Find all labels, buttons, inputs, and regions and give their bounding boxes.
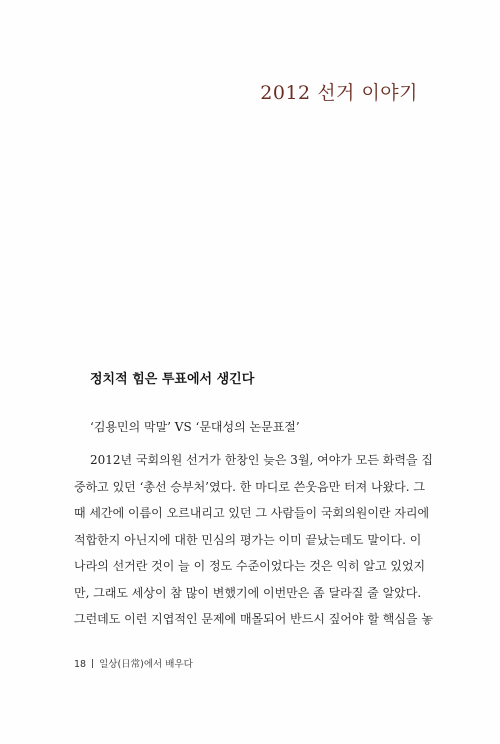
footer-separator <box>92 659 93 668</box>
body-line: 2012년 국회의원 선거가 한창인 늦은 3월, 여야가 모든 화력을 집 <box>90 453 433 467</box>
body-line: 만, 그래도 세상이 참 많이 변했기에 이번만은 좀 달라질 줄 알았다. <box>74 585 422 600</box>
body-line: 때 세간에 이름이 오르내리고 있던 그 사람들이 국회의원이란 자리에 <box>74 506 430 520</box>
section-heading: 정치적 힘은 투표에서 생긴다 <box>90 372 255 387</box>
body-line: 적합한지 아닌지에 대한 민심의 평가는 이미 끝났는데도 말이다. 이 <box>74 532 422 547</box>
page-footer <box>74 656 193 670</box>
body-line: 나라의 선거란 것이 늘 이 정도 수준이었다는 것은 익히 알고 있었지 <box>74 559 426 573</box>
body-line: 중하고 있던 ‘총선 승부처’였다. 한 마디로 쓴웃음만 터져 나왔다. 그 <box>74 479 425 494</box>
body-line: 그런데도 이런 지엽적인 문제에 매몰되어 반드시 짚어야 할 핵심을 놓 <box>74 612 433 626</box>
page-number: 18 <box>74 659 87 670</box>
book-title: 일상(日常)에서 배우다 <box>99 659 193 670</box>
chapter-title: 2012 선거 이야기 <box>260 82 418 104</box>
section-subtitle: ‘김용민의 막말’ VS ‘문대성의 논문표절’ <box>90 420 300 434</box>
body-text <box>74 452 434 638</box>
